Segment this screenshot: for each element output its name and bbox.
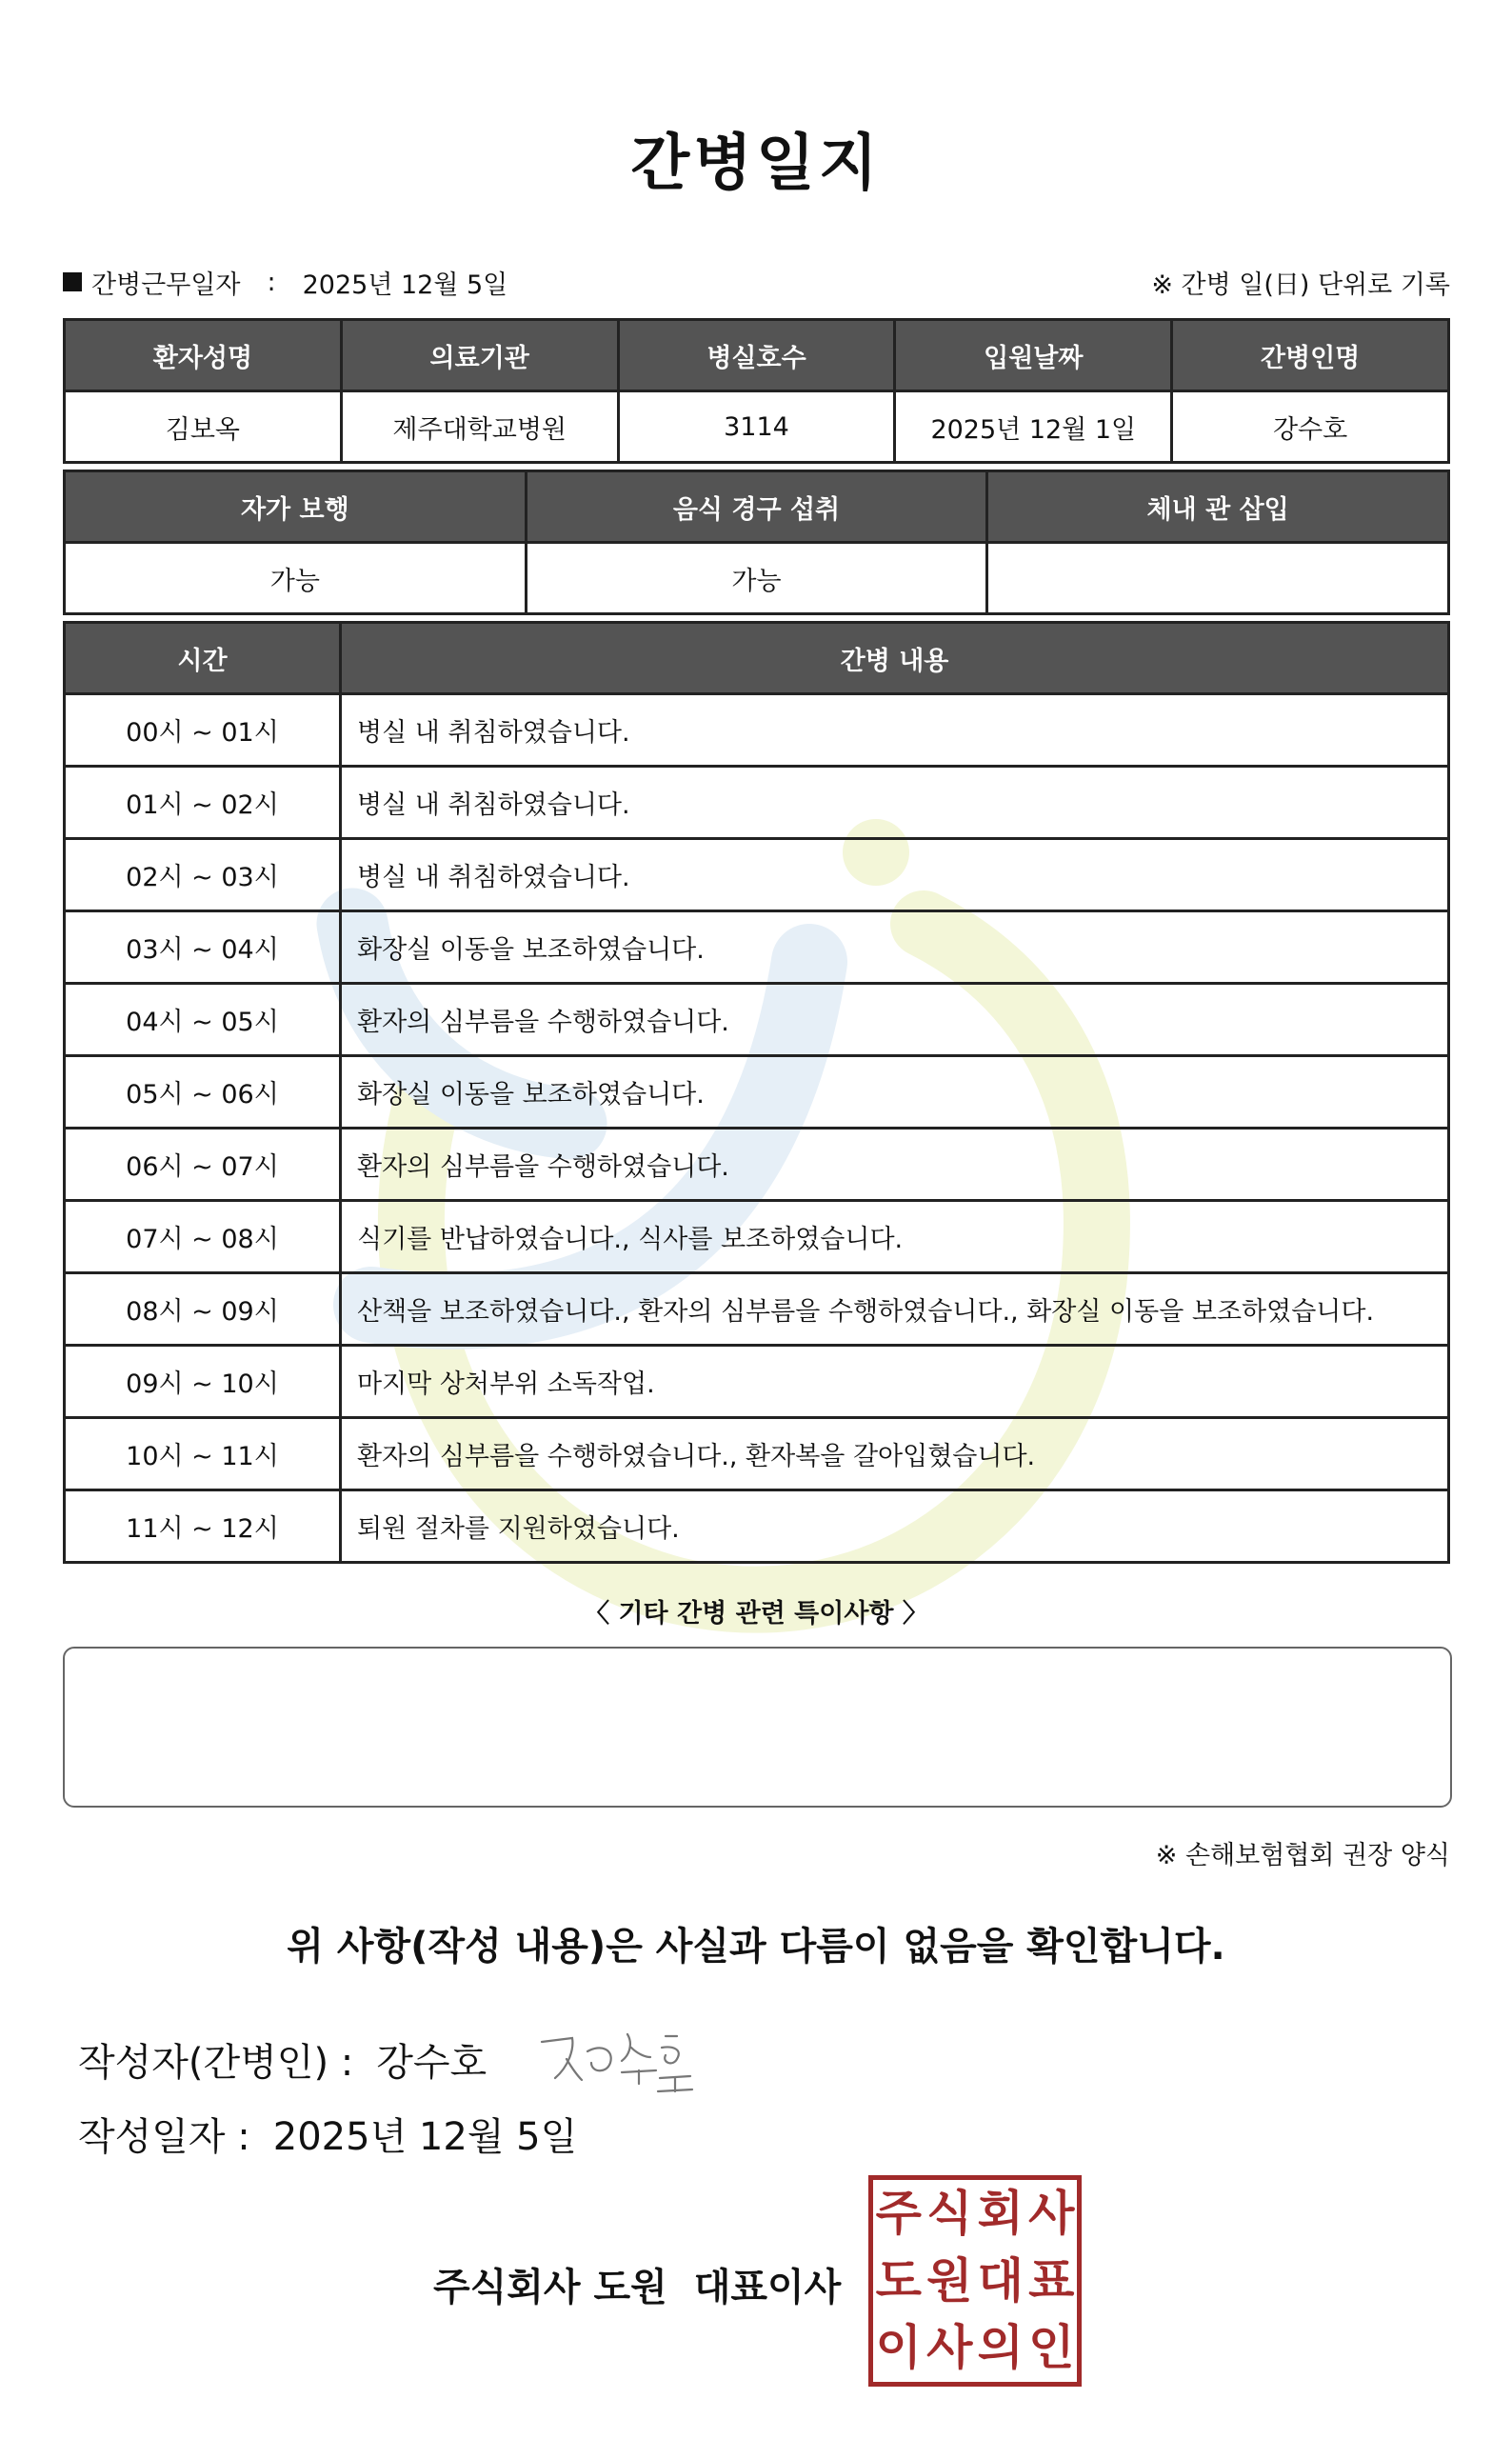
seal-char: 인	[1028, 2320, 1075, 2376]
table-row	[65, 694, 1449, 767]
time-cell: 00시 ~ 01시	[65, 694, 341, 767]
ability-header-row	[65, 471, 1449, 543]
patient-info-header-row	[65, 320, 1449, 391]
patient-name: 김보옥	[65, 391, 342, 463]
table-row	[65, 1418, 1449, 1490]
meta-row	[63, 263, 1450, 301]
special-notes-title: 〈 기타 간병 관련 특이사항 〉	[584, 1599, 928, 1629]
time-cell: 03시 ~ 04시	[65, 911, 341, 984]
company-name: 주식회사 도원	[433, 2266, 667, 2309]
admission-date: 2025년 12월 1일	[895, 391, 1172, 463]
patient-info-value-row	[65, 391, 1449, 463]
write-date-value: 2025년 12월 5일	[272, 2115, 578, 2159]
time-cell: 06시 ~ 07시	[65, 1129, 341, 1201]
care-log-header-row	[65, 623, 1449, 694]
ability-value-row	[65, 543, 1449, 614]
header-oral-intake: 음식 경구 섭취	[526, 471, 987, 543]
writer-row	[78, 2021, 696, 2097]
time-cell: 07시 ~ 08시	[65, 1201, 341, 1273]
unit-note: ※ 간병 일(日) 단위로 기록	[1151, 270, 1450, 300]
table-row	[65, 911, 1449, 984]
content-cell: 환자의 심부름을 수행하였습니다., 환자복을 갈아입혔습니다.	[341, 1418, 1449, 1490]
content-cell: 식기를 반납하였습니다., 식사를 보조하였습니다.	[341, 1201, 1449, 1273]
seal-char: 회	[977, 2186, 1024, 2241]
header-hospital: 의료기관	[341, 320, 618, 391]
company-signature	[433, 2257, 841, 2311]
hospital-name: 제주대학교병원	[341, 391, 618, 463]
table-row	[65, 839, 1449, 911]
header-care-content: 간병 내용	[341, 623, 1449, 694]
header-time: 시간	[65, 623, 341, 694]
table-row	[65, 1490, 1449, 1563]
content-cell: 산책을 보조하였습니다., 환자의 심부름을 수행하였습니다., 화장실 이동을 보조하였습니다.	[341, 1273, 1449, 1346]
header-room-number: 병실호수	[618, 320, 895, 391]
work-date-value: 2025년 12월 5일	[302, 270, 508, 300]
header-admission-date: 입원날짜	[895, 320, 1172, 391]
work-date-separator: :	[267, 267, 276, 297]
recommend-note: ※ 손해보험협회 권장 양식	[1155, 1841, 1450, 1870]
header-patient-name: 환자성명	[65, 320, 342, 391]
content-cell: 병실 내 취침하였습니다.	[341, 694, 1449, 767]
write-date-row	[78, 2107, 577, 2161]
table-row	[65, 1129, 1449, 1201]
table-row	[65, 1056, 1449, 1129]
table-row	[65, 767, 1449, 839]
care-log-table	[63, 621, 1450, 1564]
seal-char: 이	[875, 2320, 922, 2376]
work-date	[63, 264, 507, 301]
table-row	[65, 1273, 1449, 1346]
handwritten-signature	[534, 2021, 696, 2097]
confirmation-statement: 위 사항(작성 내용)은 사실과 다름이 없음을 확인합니다.	[287, 1925, 1225, 1969]
tube-insertion-value	[987, 543, 1449, 614]
work-date-label: 간병근무일자	[91, 270, 241, 300]
content-cell: 화장실 이동을 보조하였습니다.	[341, 911, 1449, 984]
square-bullet-icon	[63, 272, 82, 291]
time-cell: 02시 ~ 03시	[65, 839, 341, 911]
content-cell: 병실 내 취침하였습니다.	[341, 767, 1449, 839]
seal-char: 사	[1028, 2186, 1075, 2241]
seal-char: 대	[977, 2252, 1024, 2309]
content-cell: 병실 내 취침하였습니다.	[341, 839, 1449, 911]
time-cell: 11시 ~ 12시	[65, 1490, 341, 1563]
special-notes-box	[63, 1647, 1452, 1808]
content-cell: 환자의 심부름을 수행하였습니다.	[341, 1129, 1449, 1201]
table-row	[65, 1201, 1449, 1273]
content-cell: 화장실 이동을 보조하였습니다.	[341, 1056, 1449, 1129]
caregiver-name: 강수호	[1172, 391, 1449, 463]
company-seal-stamp	[868, 2175, 1082, 2387]
seal-char: 식	[926, 2186, 973, 2241]
header-caregiver-name: 간병인명	[1172, 320, 1449, 391]
time-cell: 01시 ~ 02시	[65, 767, 341, 839]
patient-info-table	[63, 318, 1450, 464]
time-cell: 09시 ~ 10시	[65, 1346, 341, 1418]
oral-intake-value: 가능	[526, 543, 987, 614]
time-cell: 08시 ~ 09시	[65, 1273, 341, 1346]
header-self-walking: 자가 보행	[65, 471, 527, 543]
patient-ability-table	[63, 470, 1450, 615]
content-cell: 마지막 상처부위 소독작업.	[341, 1346, 1449, 1418]
table-row	[65, 984, 1449, 1056]
table-row	[65, 1346, 1449, 1418]
seal-char: 주	[875, 2186, 922, 2241]
self-walking-value: 가능	[65, 543, 527, 614]
time-cell: 04시 ~ 05시	[65, 984, 341, 1056]
document-title: 간병일지	[630, 129, 882, 199]
room-number: 3114	[618, 391, 895, 463]
write-date-label: 작성일자 :	[78, 2115, 250, 2159]
seal-char: 원	[926, 2252, 973, 2309]
time-cell: 05시 ~ 06시	[65, 1056, 341, 1129]
time-cell: 10시 ~ 11시	[65, 1418, 341, 1490]
header-tube-insertion: 체내 관 삽입	[987, 471, 1449, 543]
content-cell: 퇴원 절차를 지원하였습니다.	[341, 1490, 1449, 1563]
seal-char: 사	[926, 2320, 973, 2376]
seal-char: 도	[875, 2252, 922, 2309]
content-cell: 환자의 심부름을 수행하였습니다.	[341, 984, 1449, 1056]
seal-char: 표	[1028, 2252, 1075, 2309]
writer-label: 작성자(간병인) :	[78, 2040, 354, 2085]
writer-name: 강수호	[376, 2040, 487, 2085]
company-role: 대표이사	[693, 2266, 842, 2309]
seal-char: 의	[977, 2320, 1024, 2376]
